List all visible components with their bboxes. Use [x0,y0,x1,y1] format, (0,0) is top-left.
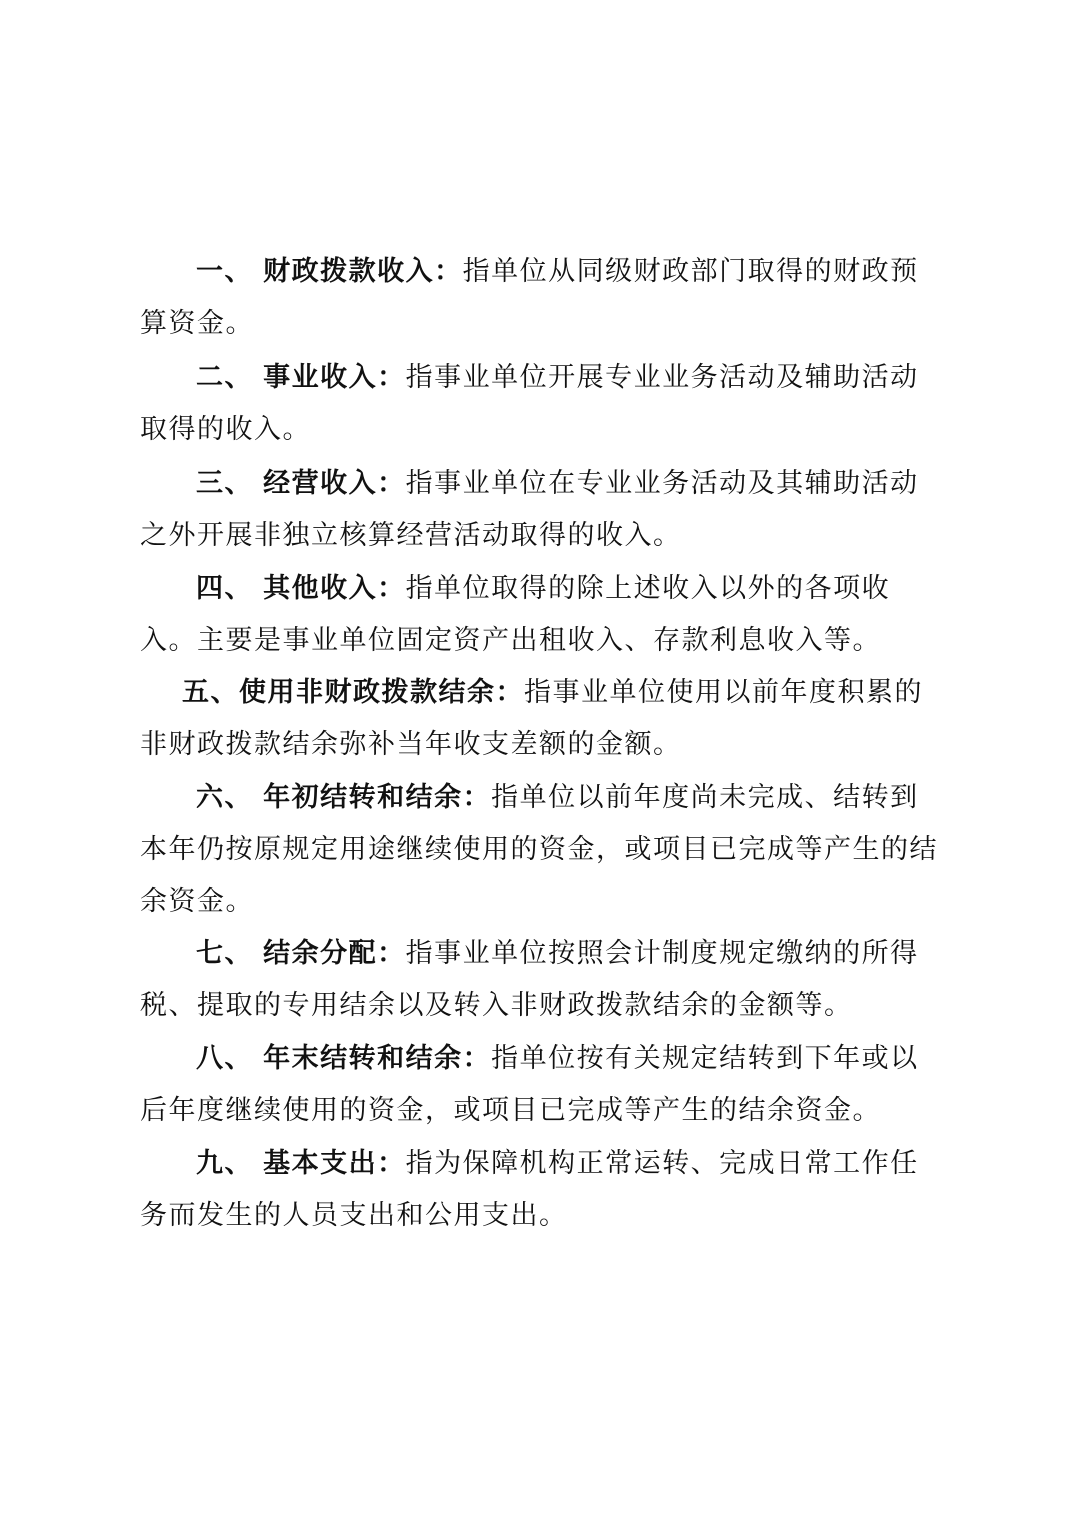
item-text-line: 指事业单位在专业业务活动及其辅助活动 [405,468,919,499]
item-term: 使用非财政拨款结余： [239,677,524,708]
paragraph-use-of-non-fiscal-surplus [140,667,940,771]
item-text-line: 算资金。 [140,308,254,339]
item-text-line: 指单位以前年度尚未完成、结转到 [491,782,919,813]
item-text-line: 指事业单位按照会计制度规定缴纳的所得 [405,938,919,969]
item-text-line: 指单位取得的除上述收入以外的各项收 [405,573,891,604]
item-term: 基本支出： [263,1148,406,1179]
item-term: 年末结转和结余： [263,1043,492,1074]
item-number: 二、 [196,362,253,393]
item-number: 七、 [196,938,253,969]
item-text-line: 指单位按有关规定结转到下年或以 [491,1043,919,1074]
item-number: 一、 [196,256,253,287]
item-term: 结余分配： [263,938,406,969]
item-number: 三、 [196,468,253,499]
item-number: 六、 [196,782,253,813]
item-term: 经营收入： [263,468,406,499]
item-text-line: 务而发生的人员支出和公用支出。 [140,1200,568,1231]
item-term: 财政拨款收入： [263,256,463,287]
paragraph-fiscal-appropriation-income [140,246,940,350]
item-text-line: 入。主要是事业单位固定资产出租收入、存款利息收入等。 [140,625,881,656]
item-text-line: 之外开展非独立核算经营活动取得的收入。 [140,520,682,551]
item-text-line: 余资金。 [140,886,254,917]
item-number: 九、 [196,1148,253,1179]
item-text-line: 后年度继续使用的资金，或项目已完成等产生的结余资金。 [140,1095,881,1126]
item-number: 四、 [196,573,253,604]
item-text-line: 本年仍按原规定用途继续使用的资金，或项目已完成等产生的结 [140,834,938,865]
paragraph-ending-carryover [140,1033,940,1137]
item-text-line: 非财政拨款结余弥补当年收支差额的金额。 [140,729,682,760]
item-term: 年初结转和结余： [263,782,492,813]
item-number: 八、 [196,1043,253,1074]
item-number: 五、 [182,677,239,708]
item-term: 其他收入： [263,573,406,604]
item-text-line: 指事业单位开展专业业务活动及辅助活动 [405,362,919,393]
paragraph-basic-expenditure [140,1138,940,1242]
item-text-line: 指单位从同级财政部门取得的财政预 [462,256,919,287]
item-text-line: 指为保障机构正常运转、完成日常工作任 [405,1148,919,1179]
paragraph-business-income [140,352,940,456]
paragraph-beginning-carryover [140,772,940,928]
item-text-line: 指事业单位使用以前年度积累的 [524,677,923,708]
item-text-line: 取得的收入。 [140,414,311,445]
item-text-line: 税、提取的专用结余以及转入非财政拨款结余的金额等。 [140,990,853,1021]
paragraph-surplus-distribution [140,928,940,1032]
paragraph-other-income [140,563,940,667]
paragraph-operating-income [140,458,940,562]
item-term: 事业收入： [263,362,406,393]
